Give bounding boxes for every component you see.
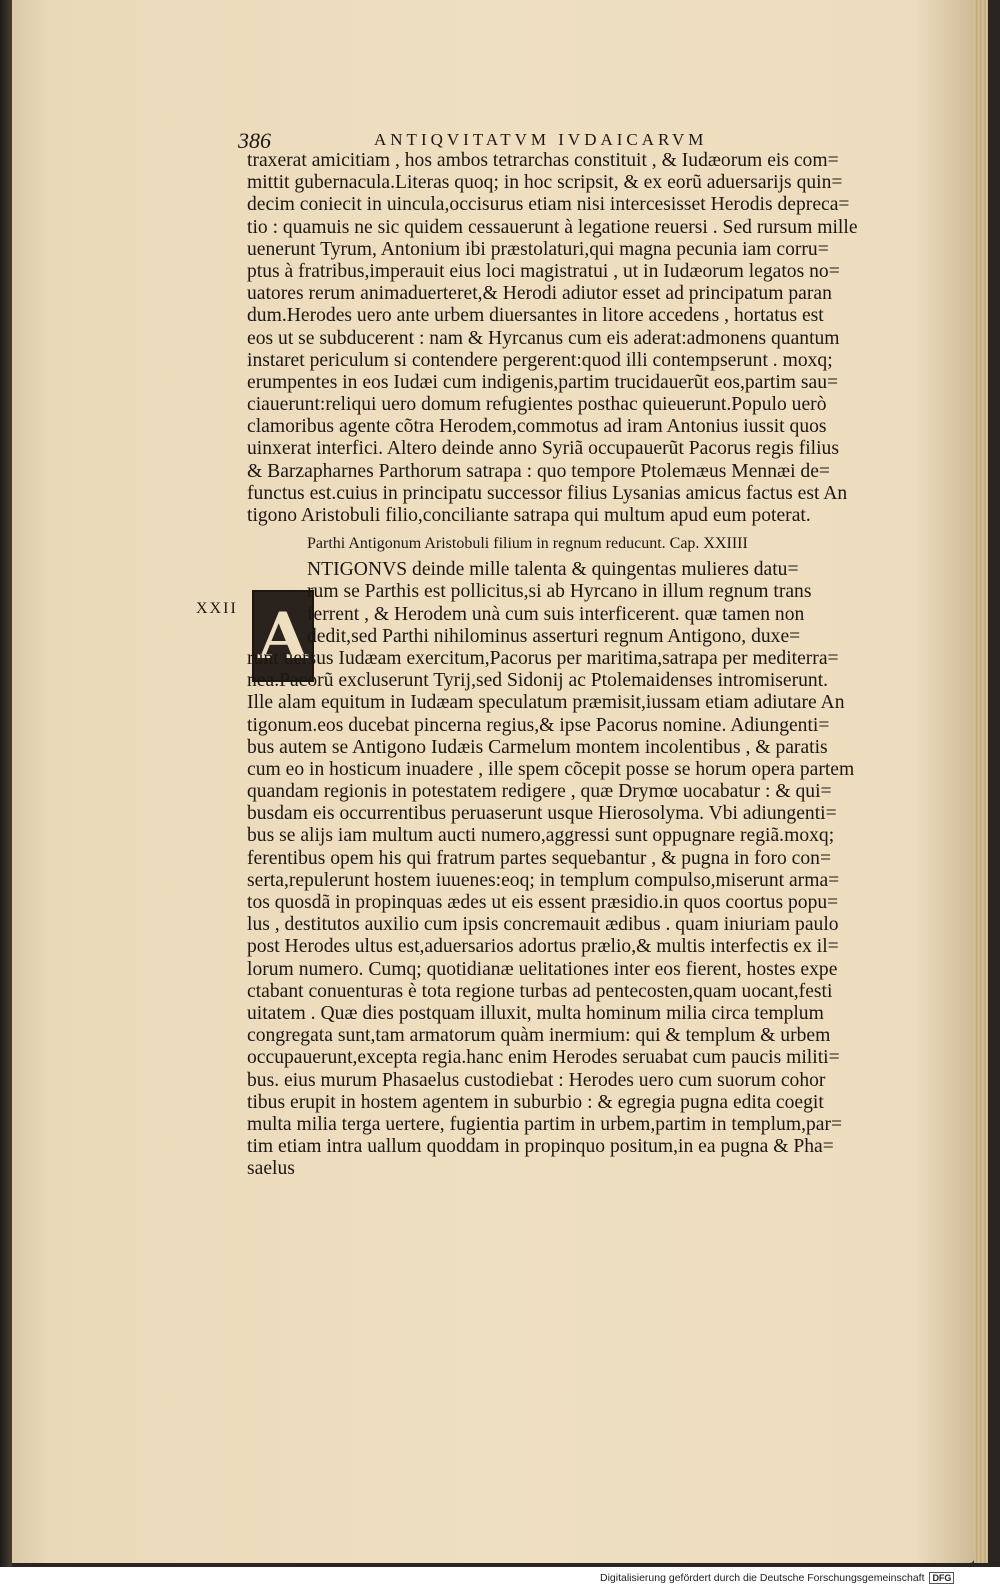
text-line: & Barzapharnes Parthorum satrapa : quo tempore Ptolemæus Mennæi de=	[247, 460, 830, 482]
text-line: dum.Herodes uero ante urbem diuersantes in litore accedens , hortatus est	[247, 305, 824, 327]
page-number: 386	[238, 128, 271, 153]
main-text	[247, 150, 907, 1180]
text-line: ptus à fratribus,imperauit eius loci magistratui , ut in Iudæorum legatos no=	[247, 260, 840, 282]
text-line: traxerat amicitiam , hos ambos tetrarchas constituit , & Iudæorum eis com=	[247, 150, 839, 171]
text-line: tio : quamuis ne sic quidem cessauerunt à legatione reuersi . Sed rursum mille	[247, 216, 858, 238]
text-line: busdam eis occurrentibus peruaserunt usque Hierosolyma. Vbi adiungenti=	[247, 803, 837, 825]
text-line: uitatem . Quæ dies postquam illuxit, multa hominum milia circa templum	[247, 1002, 824, 1024]
text-line: functus est.cuius in principatu successor filius Lysanias amicus factus est An	[247, 482, 848, 504]
chapter-heading: Parthi Antigonum Aristobuli filium in regnum reducunt. Cap. XXIIII	[307, 535, 748, 553]
text-line: uatores rerum animaduerteret,& Herodi adiutor esset ad principatum paran	[247, 283, 832, 305]
text-line: runt uersus Iudæam exercitum,Pacorus per maritima,satrapa per mediterra=	[247, 647, 839, 669]
text-line: ciauerunt:reliqui uero domum refugientes posthac quieuerunt.Populo uerò	[247, 394, 827, 416]
text-line: dedit,sed Parthi nihilominus asserturi regnum Antigono, duxe=	[307, 625, 801, 647]
drop-cap-lines	[247, 559, 907, 648]
text-line: ferentibus opem his qui fratrum partes sequebantur , & pugna in foro con=	[247, 847, 832, 869]
text-line: NTIGONVS deinde mille talenta & quingentas mulieres datu=	[307, 559, 799, 581]
text-line: tos quosdã in propinquas ædes ut eis essent præsidio.in quos coortus popu=	[247, 892, 839, 913]
initial-letter: A	[258, 598, 308, 674]
text-section-bottom	[247, 648, 907, 1181]
text-line: tibus erupit in hostem agentem in suburbio : & egregia pugna edita coegit	[247, 1091, 824, 1113]
text-line: bus se alijs iam multum aucti numero,aggressi sunt oppugnare regiã.moxq;	[247, 825, 835, 847]
text-line: nea.Pacorũ excluserunt Tyrij,sed Sidonij ac Ptolemaidenses intromiserunt.	[247, 670, 829, 692]
text-line: eos ut se subducerent : nam & Hyrcanus cum eis aderat:admonens quantum	[247, 327, 840, 349]
text-section-top	[247, 150, 907, 527]
text-line: quandam regionis in potestatem redigere , quæ Drymœ uocabatur : & qui=	[247, 781, 832, 803]
text-line: multa milia terga uertere, fugientia partim in urbem,partim in templum,par=	[247, 1113, 843, 1135]
margin-note: XXII	[196, 600, 238, 617]
text-line: mittit gubernacula.Literas quoq; in hoc scripsit, & ex eorũ aduersarijs quin=	[247, 172, 843, 194]
text-line: occupauerunt,excepta regia.hanc enim Herodes seruabat cum paucis militi=	[247, 1047, 840, 1069]
digitization-credit	[600, 1572, 954, 1584]
text-line: clamoribus agente cõtra Herodem,commotus ad iram Antonius iussit quos	[247, 416, 827, 438]
text-line: lorum numero. Cumq; quotidianæ uelitationes inter eos fierent, hostes expe	[247, 958, 838, 980]
text-line: lus , destitutos auxilio cum ipsis concremauit ædibus . quam iniuriam paulo	[247, 914, 839, 936]
text-line: instaret periculum si contendere pergerent:quod illi contempserunt . moxq;	[247, 349, 833, 371]
text-line: congregata sunt,tam armatorum quàm inermium: qui & templum & urbem	[247, 1025, 831, 1047]
text-line: bus. eius murum Phasaelus custodiebat : Herodes uero cum suorum cohor	[247, 1069, 826, 1091]
running-head: ANTIQVITATVM IVDAICARVM	[374, 130, 708, 149]
credit-text: Digitalisierung gefördert durch die Deutsche Forschungsgemeinschaft	[600, 1572, 925, 1584]
dfg-logo: DFG	[929, 1572, 954, 1584]
text-line: ctabant conuenturas è tota regione turbas ad pentecosten,quam uocant,festi	[247, 980, 833, 1002]
text-line: rum se Parthis est pollicitus,si ab Hyrcano in illum regnum trans	[307, 581, 812, 603]
text-line: uenerunt Tyrum, Antonium ibi præstolaturi,qui magna pecunia iam corru=	[247, 238, 829, 260]
text-line: tigono Aristobuli filio,conciliante satrapa qui multum apud eum poterat.	[247, 505, 811, 526]
text-line: post Herodes ultus est,aduersarios adortus prælio,& multis interfectis ex il=	[247, 936, 839, 958]
text-line: tim etiam intra uallum quoddam in propinquo positum,in ea pugna & Pha=	[247, 1136, 834, 1158]
text-line: erumpentes in eos Iudæi cum indigenis,partim trucidauerũt eos,partim sau=	[247, 371, 839, 393]
text-line: decim coniecit in uincula,occisurus etiam nisi intercesisset Herodis depreca=	[247, 194, 850, 216]
text-line: Ille alam equitum in Iudæam speculatum præmisit,iussam etiam adiutare An	[247, 692, 845, 714]
text-line: serta,repulerunt hostem iuuenes:eoq; in templum compulso,miserunt arma=	[247, 869, 840, 891]
page-edges	[974, 0, 988, 1563]
text-line: cum eo in hosticum inuadere , ille spem cõcepit posse se horum opera partem	[247, 758, 855, 780]
text-line: saelus	[247, 1158, 295, 1180]
book-gutter	[0, 0, 12, 1567]
text-line: ferrent , & Herodem unà cum suis interficerent. quæ tamen non	[307, 603, 805, 625]
text-line: tigonum.eos ducebat pincerna regius,& ipse Pacorus nomine. Adiungenti=	[247, 714, 830, 736]
text-line: uinxerat interfici. Altero deinde anno Syriã occupauerũt Pacorus regis filius	[247, 438, 839, 460]
text-line: bus autem se Antigono Iudæis Carmelum montem incolentibus , & paratis	[247, 736, 828, 758]
